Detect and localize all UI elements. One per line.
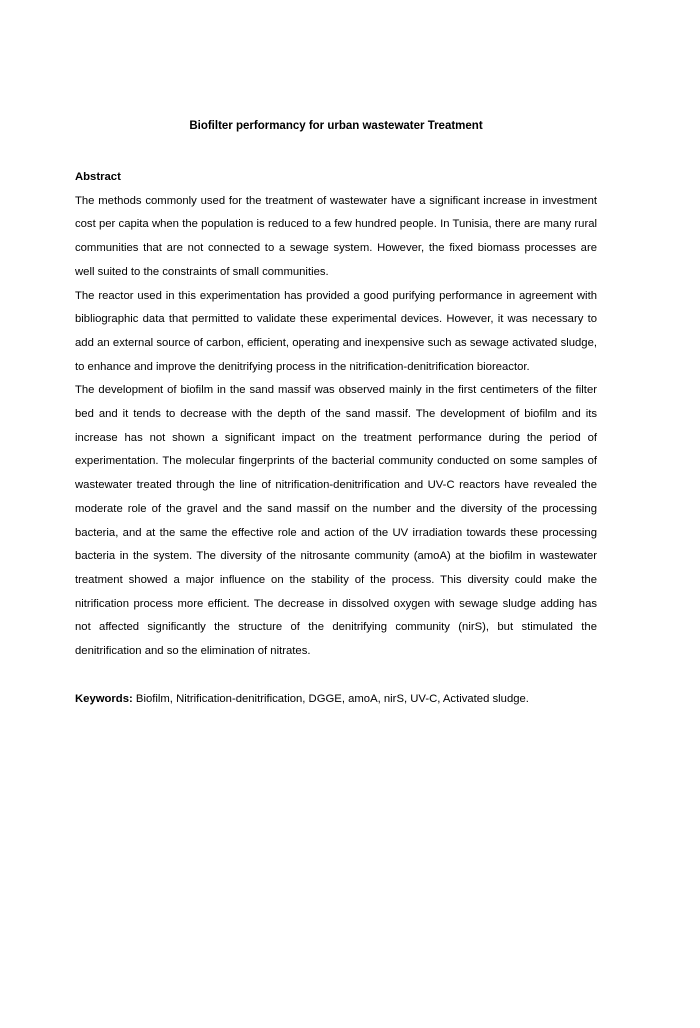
- abstract-paragraph: The development of biofilm in the sand massif was observed mainly in the first centimeters of the filter bed and it tends to decrease with the depth of the sand massif. The development of biofilm and its increase has not shown a significant impact on the treatment performance during the period of experimentation. The molecular fingerprints of the bacterial community conducted on some samples of wastewater treated through the line of nitrification-denitrification and UV-C reactors have revealed the moderate role of the gravel and the sand massif on the number and the diversity of the processing bacteria, and at the same the effective role and action of the UV irradiation towards these processing bacteria in the system. The diversity of the nitrosante community (amoA) at the biofilm in wastewater treatment showed a major influence on the stability of the process. This diversity could make the nitrification process more efficient. The decrease in dissolved oxygen with sewage sludge adding has not affected significantly the structure of the denitrifying community (nirS), but stimulated the denitrification and so the elimination of nitrates.: [75, 384, 597, 658]
- keywords-text: Biofilm, Nitrification-denitrification, DGGE, amoA, nirS, UV-C, Activated sludge.: [132, 692, 529, 705]
- keywords-line: [75, 688, 597, 712]
- abstract-section: [75, 166, 597, 711]
- abstract-heading: Abstract: [75, 171, 121, 183]
- abstract-paragraph: The reactor used in this experimentation has provided a good purifying performance in agreement with bibliographic data that permitted to validate these experimental devices. However, it was necessary to add an external source of carbon, efficient, operating and inexpensive such as sewage activated sludge, to enhance and improve the denitrifying process in the nitrification-denitrification bioreactor.: [75, 289, 597, 373]
- paper-title: Biofilter performancy for urban wastewater Treatment: [189, 120, 483, 132]
- keywords-label: Keywords:: [75, 692, 133, 705]
- abstract-paragraph: The methods commonly used for the treatment of wastewater have a significant increase in investment cost per capita when the population is reduced to a few hundred people. In Tunisia, there are many rural communities that are not connected to a sewage system. However, the fixed biomass processes are well suited to the constraints of small communities.: [75, 194, 597, 278]
